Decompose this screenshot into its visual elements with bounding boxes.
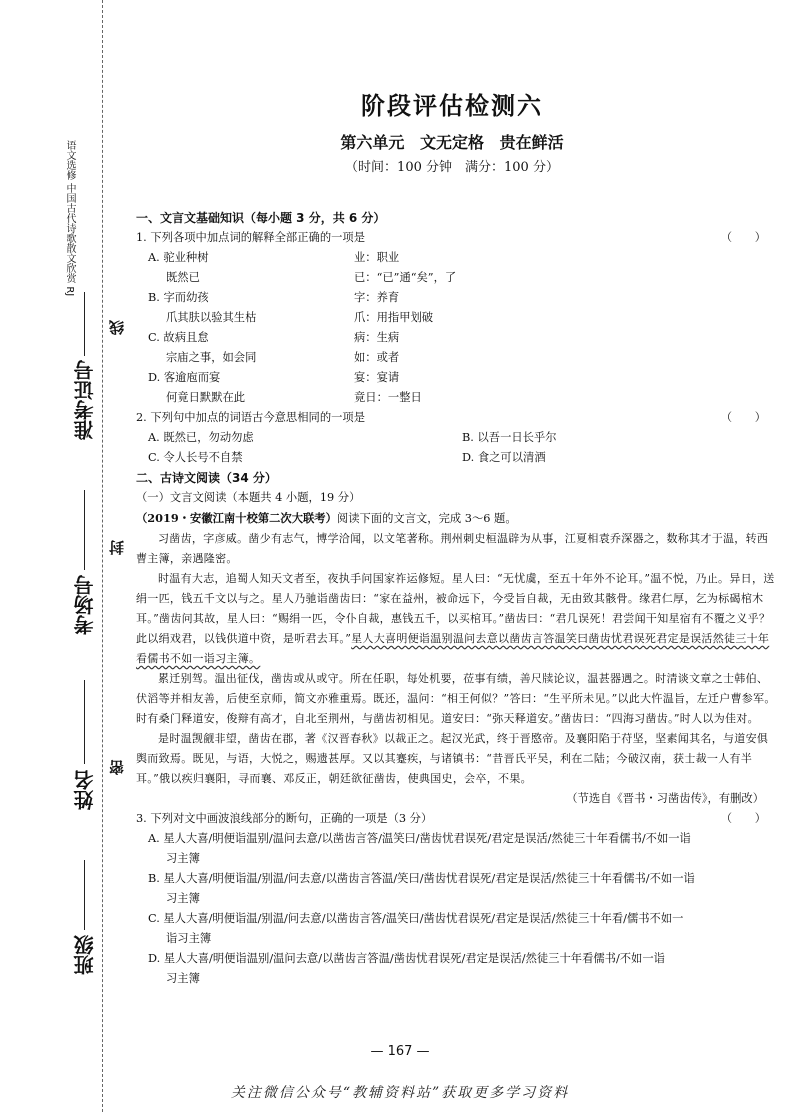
q1-option-row xyxy=(136,388,776,408)
section1-heading: 一、文言文基础知识（每小题 3 分，共 6 分） xyxy=(136,211,386,225)
q3-option-d-line2: 习主簿 xyxy=(166,972,200,985)
q3-option-c-line1: C. 星人大喜/明便诣温/别温/问去意/以凿齿言答/温笑曰/凿齿忧君误死/君定是误活/然徒三十年看/儒书不如一 xyxy=(148,912,684,925)
binding-margin xyxy=(0,0,130,1112)
field-exam-number-line[interactable] xyxy=(84,292,85,356)
footer-note: 关注微信公众号“教辅资料站”获取更多学习资料 xyxy=(230,1085,570,1101)
q1-option-b-gloss2: 爪：用指甲划破 xyxy=(354,311,434,324)
q1-option-row xyxy=(136,268,776,288)
q1-option-d-gloss2: 竟日：一整日 xyxy=(354,391,422,404)
q1-option-b-word1[interactable]: B. 字而幼孩 xyxy=(148,291,209,304)
exam-body xyxy=(136,208,776,989)
q1-option-a-word2: 既然已 xyxy=(166,271,200,284)
unit-subtitle: 第六单元 文无定格 贵在鲜活 xyxy=(340,133,564,152)
page-title: 阶段评估检测六 xyxy=(361,91,543,120)
q3-option-a-line2: 习主簿 xyxy=(166,852,200,865)
q2-answer-box[interactable]: （ ） xyxy=(720,411,766,424)
q1-option-c-word1[interactable]: C. 故病且怠 xyxy=(148,331,209,344)
q1-stem: 1. 下列各项中加点词的解释全部正确的一项是 xyxy=(136,231,366,244)
q2-option-c[interactable]: C. 令人长号不自禁 xyxy=(148,451,243,464)
passage-intro xyxy=(136,508,776,529)
q2-option-a[interactable]: A. 既然已，勿动勿虑 xyxy=(148,431,254,444)
q3-stem: 3. 下列对文中画波浪线部分的断句，正确的一项是（3 分） xyxy=(136,812,433,825)
q3-option-b-line2: 习主簿 xyxy=(166,892,200,905)
q1-option-a-gloss2: 已：“已”通“矣”，了 xyxy=(354,271,457,284)
q1-option-c-gloss2: 如：或者 xyxy=(354,351,400,364)
passage-paragraph-3: 累迁别驾。温出征伐，凿齿或从或守。所在任职，每处机要，莅事有绩，善尺牍论议，温甚器遇之。时清谈文章之士韩伯、伏滔等并相友善，后使至京师，简文亦雅重焉。既还，温问：“相王何似？”答曰：“生平所未见。”以此大忤温旨，左迁户曹参军。时有桑门释道安，俊辩有高才，自北至荆州，与凿齿初相见。道安曰：“弥天释道安。”凿齿曰：“四海习凿齿。”时人以为佳对。 xyxy=(136,672,776,725)
q3-option-c-line2: 诣习主簿 xyxy=(166,932,212,945)
q3-option-b[interactable] xyxy=(136,869,776,909)
q1-option-row xyxy=(136,248,776,268)
q1-option-a-gloss1: 业：职业 xyxy=(354,251,400,264)
q2-options-row2 xyxy=(136,448,776,468)
field-class-line[interactable] xyxy=(84,860,85,930)
question-2 xyxy=(136,408,776,428)
field-name-label: 姓名 xyxy=(73,770,97,810)
page-number: — 167 — xyxy=(370,1044,430,1059)
passage-paragraph-2 xyxy=(136,569,776,669)
series-label: 语文选修 中国古代诗歌散文欣赏 RJ xyxy=(64,140,75,297)
section2-heading: 二、古诗文阅读（34 分） xyxy=(136,471,277,485)
q1-option-d-word2: 何竟日默默在此 xyxy=(166,391,246,404)
q1-option-d-gloss1: 宴：宴请 xyxy=(354,371,400,384)
seal-mi-char: 密 xyxy=(108,760,126,775)
passage-paragraph-4: 是时温觊觎非望，凿齿在郡，著《汉晋春秋》以裁正之。起汉光武，终于晋愍帝。及襄阳陷于苻坚，坚素闻其名，与道安俱舆而致焉。既见，与语，大悦之，赐遗甚厚。又以其蹇疾，与诸镇书：“昔晋氏平吴，利在二陆；今破汉南，获士裁一人有半耳。”俄以疾归襄阳，寻而襄、邓反正，朝廷欲征凿齿，使典国史，会卒，不果。 xyxy=(136,732,769,785)
q1-option-row xyxy=(136,348,776,368)
q2-option-d[interactable]: D. 食之可以清酒 xyxy=(462,451,546,464)
seal-feng-char: 封 xyxy=(108,540,126,555)
q3-option-a[interactable] xyxy=(136,829,776,869)
time-info: （时间：100 分钟 满分：100 分） xyxy=(345,160,559,175)
question-3 xyxy=(136,809,776,829)
q1-option-b-word2: 爪其肤以验其生枯 xyxy=(166,311,257,324)
field-exam-number-label: 准考证号 xyxy=(73,360,97,440)
seal-line-char: 线 xyxy=(108,320,126,335)
q2-option-b[interactable]: B. 以吾一日长乎尔 xyxy=(462,431,557,444)
question-1 xyxy=(136,228,776,248)
q3-option-a-line1: A. 星人大喜/明便诣温别/温问去意/以凿齿言答/温笑曰/凿齿忧君误死/君定是误活/然徒三十年看儒书/不如一诣 xyxy=(148,832,691,845)
q3-option-c[interactable] xyxy=(136,909,776,949)
q3-option-d[interactable] xyxy=(136,949,776,989)
q1-option-d-word1[interactable]: D. 客逾庖而宴 xyxy=(148,371,221,384)
cut-line xyxy=(102,0,103,1112)
field-name-line[interactable] xyxy=(84,680,85,764)
q2-options-row1 xyxy=(136,428,776,448)
passage-source: （节选自《晋书・习凿齿传》，有删改） xyxy=(566,792,764,805)
field-room-number-label: 考场号 xyxy=(73,575,97,635)
q3-option-d-line1: D. 星人大喜/明便诣温别/温问去意/以凿齿言答温/凿齿忧君误死/君定是误活/然徒三十年看儒书/不如一诣 xyxy=(148,952,665,965)
passage-source-tag: （2019・安徽江南十校第二次大联考） xyxy=(136,511,337,525)
q1-option-row xyxy=(136,368,776,388)
field-class-label: 班级 xyxy=(73,935,97,975)
q1-option-row xyxy=(136,288,776,308)
passage-paragraph-1: 习凿齿，字彦威。凿少有志气，博学洽闻，以文笔著称。荆州刺史桓温辟为从事，江夏相袁乔深器之，数称其才于温，转西曹主簿，亲遇隆密。 xyxy=(136,532,769,565)
q1-option-row xyxy=(136,328,776,348)
q3-option-b-line1: B. 星人大喜/明便诣温/别温/问去意/以凿齿言答温/笑曰/凿齿忧君误死/君定是误活/然徒三十年看儒书/不如一诣 xyxy=(148,872,695,885)
q1-answer-box[interactable]: （ ） xyxy=(720,231,766,244)
q3-answer-box[interactable]: （ ） xyxy=(720,812,766,825)
q1-option-c-word2: 宗庙之事，如会同 xyxy=(166,351,257,364)
q1-option-b-gloss1: 字：养育 xyxy=(354,291,400,304)
q1-option-a-word1[interactable]: A. 驼业种树 xyxy=(148,251,209,264)
section2-subheading: （一）文言文阅读（本题共 4 小题，19 分） xyxy=(136,491,361,504)
wavy-underlined-sentence: 星人大喜明便诣温别温问去意以凿齿言答温笑曰凿齿忧君误死君定是误活然徒三十年看儒书不如一诣习主簿。 xyxy=(136,632,770,665)
passage-instruction: 阅读下面的文言文，完成 3～6 题。 xyxy=(336,512,517,525)
q2-stem: 2. 下列句中加点的词语古今意思相同的一项是 xyxy=(136,411,366,424)
q1-option-c-gloss1: 病：生病 xyxy=(354,331,400,344)
passage-paragraph-2-text: 时温有大志，追蜀人知天文者至，夜执手问国家祚运修短。星人曰：“无忧虞，至五十年外不论耳。”温不悦，乃止。异日，送绢一匹，钱五千文以与之。星人乃驰诣凿齿曰：“家在益州，被命远下，今受旨自裁，无由致其骸骨。缘君仁厚，乞为标碣棺木耳。”凿齿问其故，星人曰：“赐绢一匹，令仆自裁，惠钱五千，以买棺耳。”凿齿曰：“君几误死！君尝闻干知星宿有不覆之义乎？此以绢戏君，以钱供道中资，是听君去耳。” xyxy=(136,572,775,645)
q1-option-row xyxy=(136,308,776,328)
field-room-number-line[interactable] xyxy=(84,490,85,570)
classical-passage xyxy=(136,529,776,789)
